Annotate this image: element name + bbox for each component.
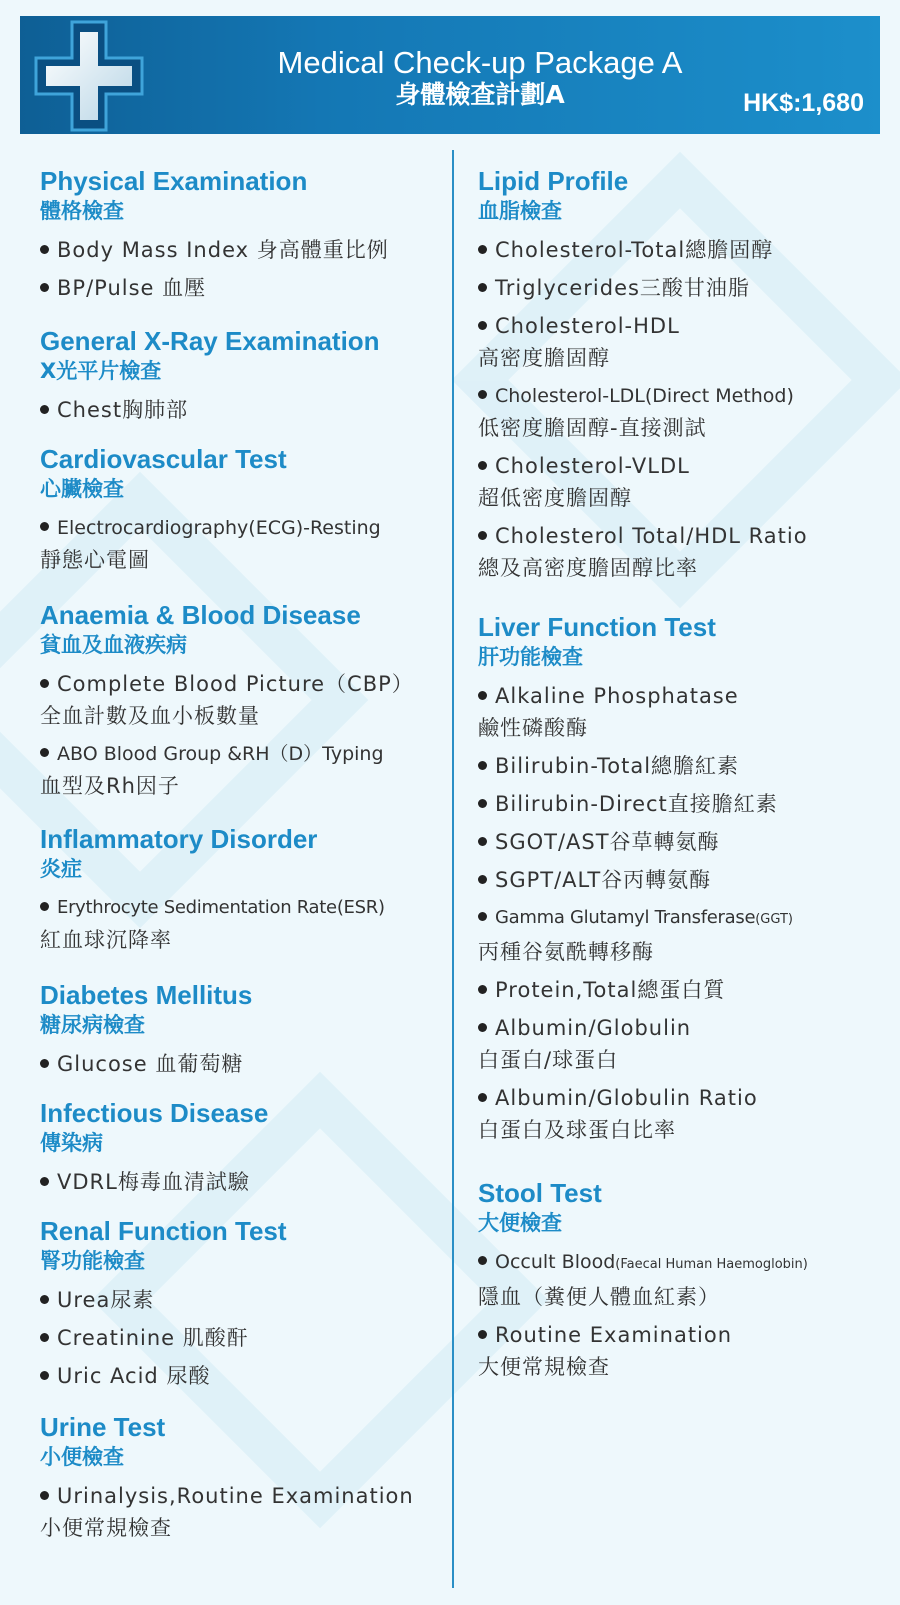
- item-text: Occult Blood: [495, 1251, 616, 1273]
- item-line: [478, 750, 888, 782]
- list-item: [478, 1246, 888, 1313]
- item-line: [478, 974, 888, 1006]
- section: [40, 1098, 440, 1198]
- item-text-chinese: 隱血（糞便人體血紅素）: [478, 1285, 720, 1309]
- item-line: [40, 512, 440, 544]
- item-list: [40, 394, 440, 426]
- item-text: Protein,Total總蛋白質: [495, 978, 726, 1002]
- item-text-chinese: 白蛋白及球蛋白比率: [478, 1118, 676, 1142]
- item-line: [478, 1082, 888, 1114]
- section: [40, 824, 440, 956]
- list-item: [478, 1012, 888, 1076]
- section-title-chinese: 心臟檢查: [40, 477, 124, 501]
- list-item: [478, 902, 888, 968]
- title-chinese: 身體檢查計劃A: [395, 80, 565, 109]
- section-title-chinese: 大便檢查: [478, 1211, 562, 1235]
- bullet-icon: [478, 837, 487, 846]
- list-item: [478, 450, 888, 514]
- item-text: Uric Acid 尿酸: [57, 1364, 211, 1388]
- bullet-icon: [478, 761, 487, 770]
- list-item: [478, 380, 888, 444]
- section: [40, 166, 440, 304]
- item-line: [40, 1360, 440, 1392]
- list-item: [478, 864, 888, 896]
- item-text-chinese: 靜態心電圖: [40, 548, 150, 572]
- bullet-icon: [478, 1093, 487, 1102]
- list-item: [40, 1166, 440, 1198]
- list-item: [478, 520, 888, 584]
- item-line: [40, 1048, 440, 1080]
- item-text: ABO Blood Group &RH（D）Typing: [57, 743, 384, 765]
- item-list: [40, 1166, 440, 1198]
- item-list: [40, 1048, 440, 1080]
- item-line: [40, 892, 440, 924]
- section-title: General X-Ray Examination: [40, 326, 380, 356]
- item-line: [40, 394, 440, 426]
- section-title: Infectious Disease: [40, 1098, 269, 1128]
- item-line: [478, 272, 888, 304]
- item-line: [40, 1166, 440, 1198]
- item-text: Gamma Glutamyl Transferase: [495, 907, 756, 928]
- list-item: [40, 1284, 440, 1316]
- item-list: [478, 234, 888, 584]
- item-list: [40, 1480, 440, 1544]
- list-item: [478, 1082, 888, 1146]
- list-item: [478, 310, 888, 374]
- item-text: Electrocardiography(ECG)-Resting: [57, 517, 381, 539]
- item-text-chinese: 小便常規檢查: [40, 1516, 172, 1540]
- section: [40, 980, 440, 1080]
- bullet-icon: [40, 283, 49, 292]
- bullet-icon: [40, 1177, 49, 1186]
- bullet-icon: [478, 1256, 487, 1265]
- bullet-icon: [478, 283, 487, 292]
- list-item: [40, 272, 440, 304]
- section: [40, 600, 440, 802]
- bullet-icon: [40, 1295, 49, 1304]
- item-list: [40, 892, 440, 956]
- bullet-icon: [40, 902, 49, 911]
- item-text: Chest胸肺部: [57, 398, 189, 422]
- bullet-icon: [478, 985, 487, 994]
- medical-cross-logo: [30, 18, 148, 134]
- item-line: [40, 738, 440, 770]
- right-column: [478, 146, 888, 1389]
- item-text-chinese: 血型及Rh因子: [40, 774, 180, 798]
- item-text: Cholesterol-VLDL: [495, 454, 690, 478]
- item-line: [478, 310, 888, 342]
- item-line: [478, 1246, 888, 1281]
- item-list: [478, 1246, 888, 1383]
- item-text: Urea尿素: [57, 1288, 155, 1312]
- item-list: [40, 234, 440, 304]
- item-text-chinese: 紅血球沉降率: [40, 928, 172, 952]
- section: [40, 326, 440, 426]
- section-title-chinese: 腎功能檢查: [40, 1249, 145, 1273]
- section: [40, 1216, 440, 1392]
- item-text-chinese: 總及高密度膽固醇比率: [478, 556, 698, 580]
- bullet-icon: [40, 1491, 49, 1500]
- item-line: [40, 272, 440, 304]
- item-line: [478, 788, 888, 820]
- item-text: Albumin/Globulin: [495, 1016, 692, 1040]
- item-line: [478, 864, 888, 896]
- title-english: Medical Check-up Package A: [277, 45, 683, 80]
- item-text: Triglycerides三酸甘油脂: [495, 276, 750, 300]
- section: [478, 1178, 888, 1383]
- item-text-chinese: 高密度膽固醇: [478, 346, 610, 370]
- section-title: Inflammatory Disorder: [40, 824, 318, 854]
- bullet-icon: [40, 1371, 49, 1380]
- item-text: Alkaline Phosphatase: [495, 684, 739, 708]
- section-title-chinese: 糖尿病檢查: [40, 1013, 145, 1037]
- list-item: [40, 738, 440, 802]
- item-text: Albumin/Globulin Ratio: [495, 1086, 758, 1110]
- bullet-icon: [478, 912, 487, 921]
- bullet-icon: [478, 1330, 487, 1339]
- section-title: Anaemia & Blood Disease: [40, 600, 361, 630]
- item-line: [478, 902, 888, 936]
- item-line: [478, 450, 888, 482]
- section-title: Diabetes Mellitus: [40, 980, 253, 1010]
- list-item: [40, 234, 440, 266]
- item-text: Erythrocyte Sedimentation Rate(ESR): [57, 897, 385, 918]
- item-subtext: (Faecal Human Haemoglobin): [615, 1257, 808, 1272]
- section-title-chinese: 傳染病: [40, 1131, 103, 1155]
- list-item: [40, 1480, 440, 1544]
- item-text: Cholesterol-LDL(Direct Method): [495, 385, 794, 407]
- bullet-icon: [478, 691, 487, 700]
- list-item: [478, 234, 888, 266]
- item-list: [40, 668, 440, 802]
- list-item: [478, 826, 888, 858]
- section-title: Cardiovascular Test: [40, 444, 287, 474]
- item-text: Creatinine 肌酸酐: [57, 1326, 249, 1350]
- list-item: [478, 1319, 888, 1383]
- item-text-chinese: 大便常規檢查: [478, 1355, 610, 1379]
- section-title-chinese: 炎症: [40, 857, 82, 881]
- bullet-icon: [40, 1059, 49, 1068]
- list-item: [478, 680, 888, 744]
- item-text: Cholesterol-Total總膽固醇: [495, 238, 774, 262]
- item-list: [40, 512, 440, 576]
- bullet-icon: [478, 531, 487, 540]
- left-column: [40, 146, 440, 1550]
- item-list: [40, 1284, 440, 1392]
- section-title-chinese: 肝功能檢查: [478, 645, 583, 669]
- item-text: Bilirubin-Total總膽紅素: [495, 754, 740, 778]
- item-line: [478, 380, 888, 412]
- section-title: Liver Function Test: [478, 612, 716, 642]
- bullet-icon: [40, 679, 49, 688]
- item-text-chinese: 白蛋白/球蛋白: [478, 1048, 619, 1072]
- item-line: [478, 826, 888, 858]
- item-text-chinese: 低密度膽固醇-直接測試: [478, 416, 707, 440]
- bullet-icon: [478, 799, 487, 808]
- column-divider: [452, 150, 454, 1588]
- bullet-icon: [40, 748, 49, 757]
- item-text: Body Mass Index 身高體重比例: [57, 238, 389, 262]
- section-title: Physical Examination: [40, 166, 308, 196]
- section: [478, 166, 888, 584]
- item-line: [478, 234, 888, 266]
- bullet-icon: [40, 522, 49, 531]
- section-title: Renal Function Test: [40, 1216, 287, 1246]
- bullet-icon: [478, 390, 487, 399]
- list-item: [40, 892, 440, 956]
- item-text: Routine Examination: [495, 1323, 733, 1347]
- item-text-chinese: 超低密度膽固醇: [478, 486, 632, 510]
- section-title-chinese: 血脂檢查: [478, 199, 562, 223]
- item-line: [478, 1012, 888, 1044]
- item-text: Glucose 血葡萄糖: [57, 1052, 244, 1076]
- list-item: [478, 788, 888, 820]
- item-line: [40, 1284, 440, 1316]
- section-title-chinese: 體格檢查: [40, 199, 124, 223]
- bullet-icon: [40, 1333, 49, 1342]
- section-title: Lipid Profile: [478, 166, 629, 196]
- item-text-chinese: 全血計數及血小板數量: [40, 704, 260, 728]
- list-item: [40, 394, 440, 426]
- item-line: [478, 1319, 888, 1351]
- list-item: [478, 750, 888, 782]
- list-item: [40, 1360, 440, 1392]
- section-title-chinese: 小便檢查: [40, 1445, 124, 1469]
- price-label: HK$:1,680: [743, 89, 864, 117]
- item-subtext: (GGT): [755, 912, 793, 927]
- item-text: Complete Blood Picture（CBP）: [57, 672, 414, 696]
- list-item: [40, 512, 440, 576]
- item-line: [40, 234, 440, 266]
- list-item: [40, 668, 440, 732]
- item-line: [40, 1322, 440, 1354]
- bullet-icon: [40, 245, 49, 254]
- item-text: BP/Pulse 血壓: [57, 276, 207, 300]
- section-title-chinese: 貧血及血液疾病: [40, 633, 187, 657]
- item-text: SGOT/AST谷草轉氨酶: [495, 830, 720, 854]
- bullet-icon: [40, 405, 49, 414]
- section: [40, 444, 440, 576]
- item-text: Bilirubin-Direct直接膽紅素: [495, 792, 778, 816]
- section-title: Stool Test: [478, 1178, 602, 1208]
- list-item: [40, 1322, 440, 1354]
- item-line: [478, 680, 888, 712]
- item-text-chinese: 鹼性磷酸酶: [478, 716, 588, 740]
- item-text: VDRL梅毒血清試驗: [57, 1170, 250, 1194]
- section-title-chinese: X光平片檢查: [40, 359, 162, 383]
- bullet-icon: [478, 461, 487, 470]
- item-text: SGPT/ALT谷丙轉氨酶: [495, 868, 712, 892]
- item-list: [478, 680, 888, 1146]
- section: [40, 1412, 440, 1544]
- item-text-chinese: 丙種谷氨酰轉移酶: [478, 940, 654, 964]
- item-line: [40, 1480, 440, 1512]
- section-title: Urine Test: [40, 1412, 166, 1442]
- header-banner: [20, 16, 880, 134]
- bullet-icon: [478, 321, 487, 330]
- list-item: [478, 974, 888, 1006]
- item-text: Cholesterol Total/HDL Ratio: [495, 524, 808, 548]
- item-line: [478, 520, 888, 552]
- list-item: [478, 272, 888, 304]
- section: [478, 612, 888, 1146]
- item-text: Urinalysis,Routine Examination: [57, 1484, 414, 1508]
- list-item: [40, 1048, 440, 1080]
- bullet-icon: [478, 1023, 487, 1032]
- item-text: Cholesterol-HDL: [495, 314, 680, 338]
- bullet-icon: [478, 245, 487, 254]
- bullet-icon: [478, 875, 487, 884]
- item-line: [40, 668, 440, 700]
